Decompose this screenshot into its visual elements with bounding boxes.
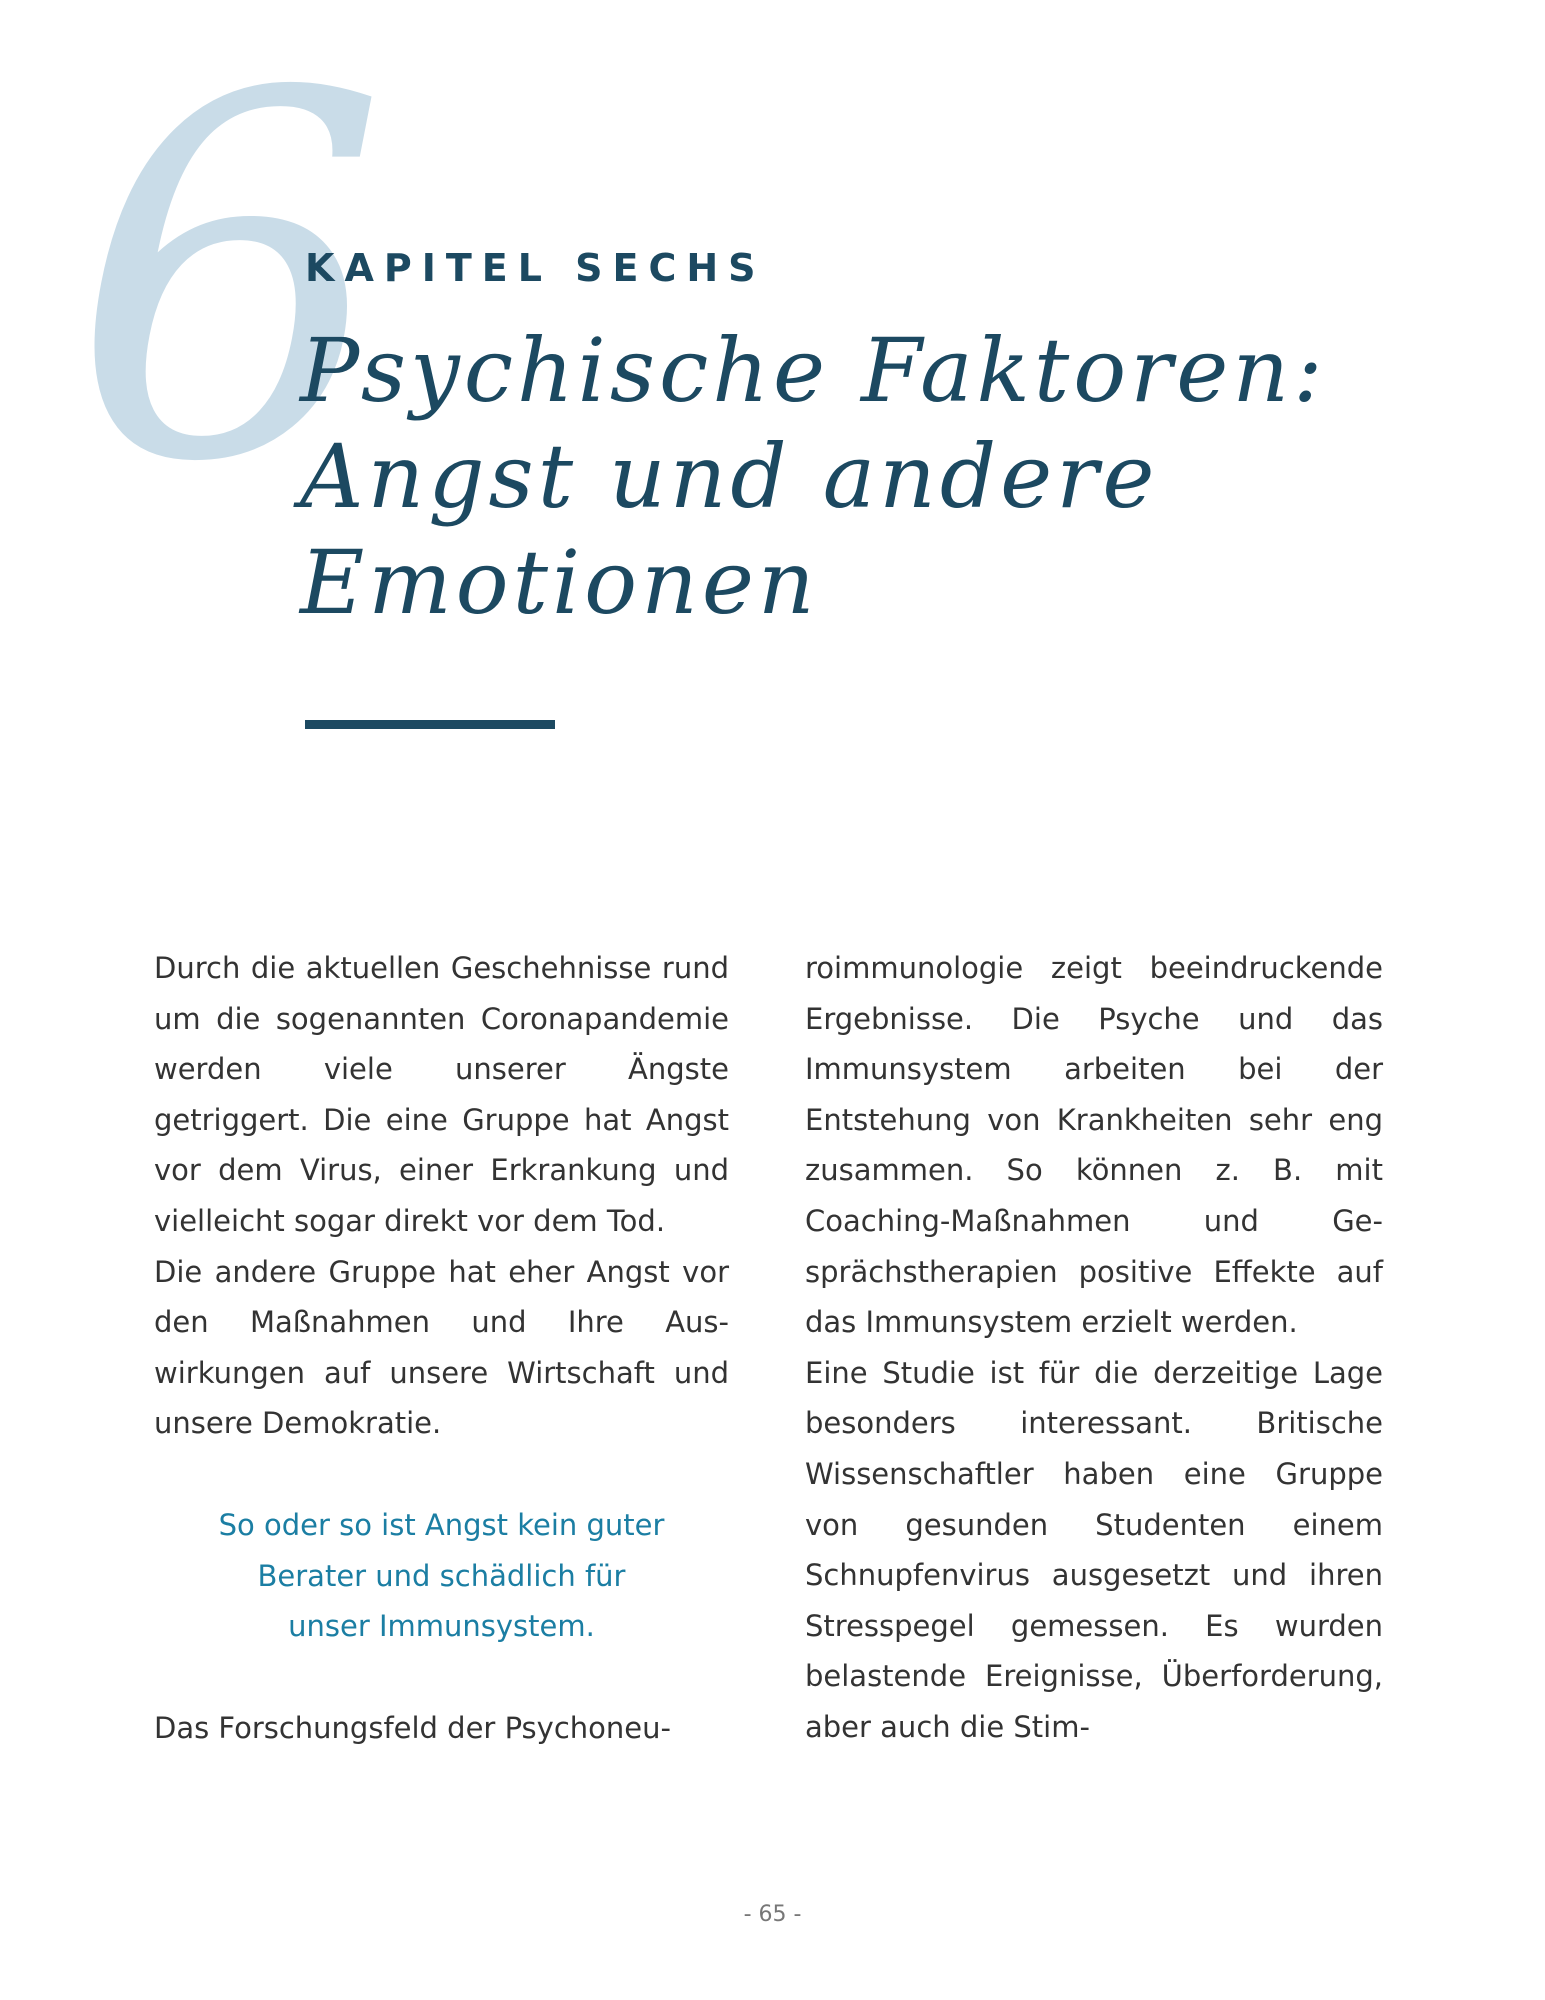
page-number: - 65 -	[743, 1902, 802, 1927]
pull-quote-line: unser Immunsystem.	[288, 1609, 595, 1644]
chapter-title-line: Emotionen	[300, 531, 819, 634]
chapter-number-decoration: 6	[70, 0, 389, 571]
body-paragraph: Das Forschungsfeld der Psychoneu-	[154, 1710, 671, 1745]
body-paragraph: roimmunologie zeigt beeindruckende Ergebnisse. Die Psyche und das Immunsystem arbeiten bei der Entstehung von Krankheiten sehr eng zusammen. So können z. B. mit Coaching-Maßnahmen und Gesprächstherapien positive Effekte auf das Immunsystem erzielt werden.	[805, 951, 1383, 1340]
pull-quote-line: Berater und schädlich für	[257, 1558, 626, 1593]
pull-quote	[154, 1500, 729, 1652]
pull-quote-line: So oder so ist Angst kein guter	[218, 1507, 665, 1542]
chapter-kicker: KAPITEL SECHS	[305, 246, 766, 290]
title-divider	[305, 720, 555, 729]
right-text-column	[805, 943, 1383, 1753]
chapter-title-line: Psychische Faktoren:	[300, 319, 1327, 422]
body-paragraph: Durch die aktuellen Geschehnisse rund um die sogenannten Coronapandemie werden viele unserer Ängste getriggert. Die eine Gruppe hat Angst vor dem Virus, einer Erkrankung und vielleicht sogar direkt vor dem Tod.	[154, 951, 729, 1238]
left-text-column	[154, 943, 729, 1753]
body-paragraph: Die andere Gruppe hat eher Angst vor den Maßnahmen und Ihre Auswirkungen auf unsere Wirtschaft und unsere Demokratie.	[154, 1254, 729, 1441]
chapter-title	[300, 318, 1400, 636]
body-paragraph: Eine Studie ist für die derzeitige Lage besonders interessant. Britische Wissenschaftler haben eine Gruppe von gesunden Studenten einem Schnupfenvirus ausgesetzt und ihren Stresspegel gemessen. Es wurden belastende Ereignisse, Überforderung, aber auch die Stim-	[805, 1355, 1383, 1744]
chapter-title-line: Angst und andere	[300, 425, 1159, 528]
